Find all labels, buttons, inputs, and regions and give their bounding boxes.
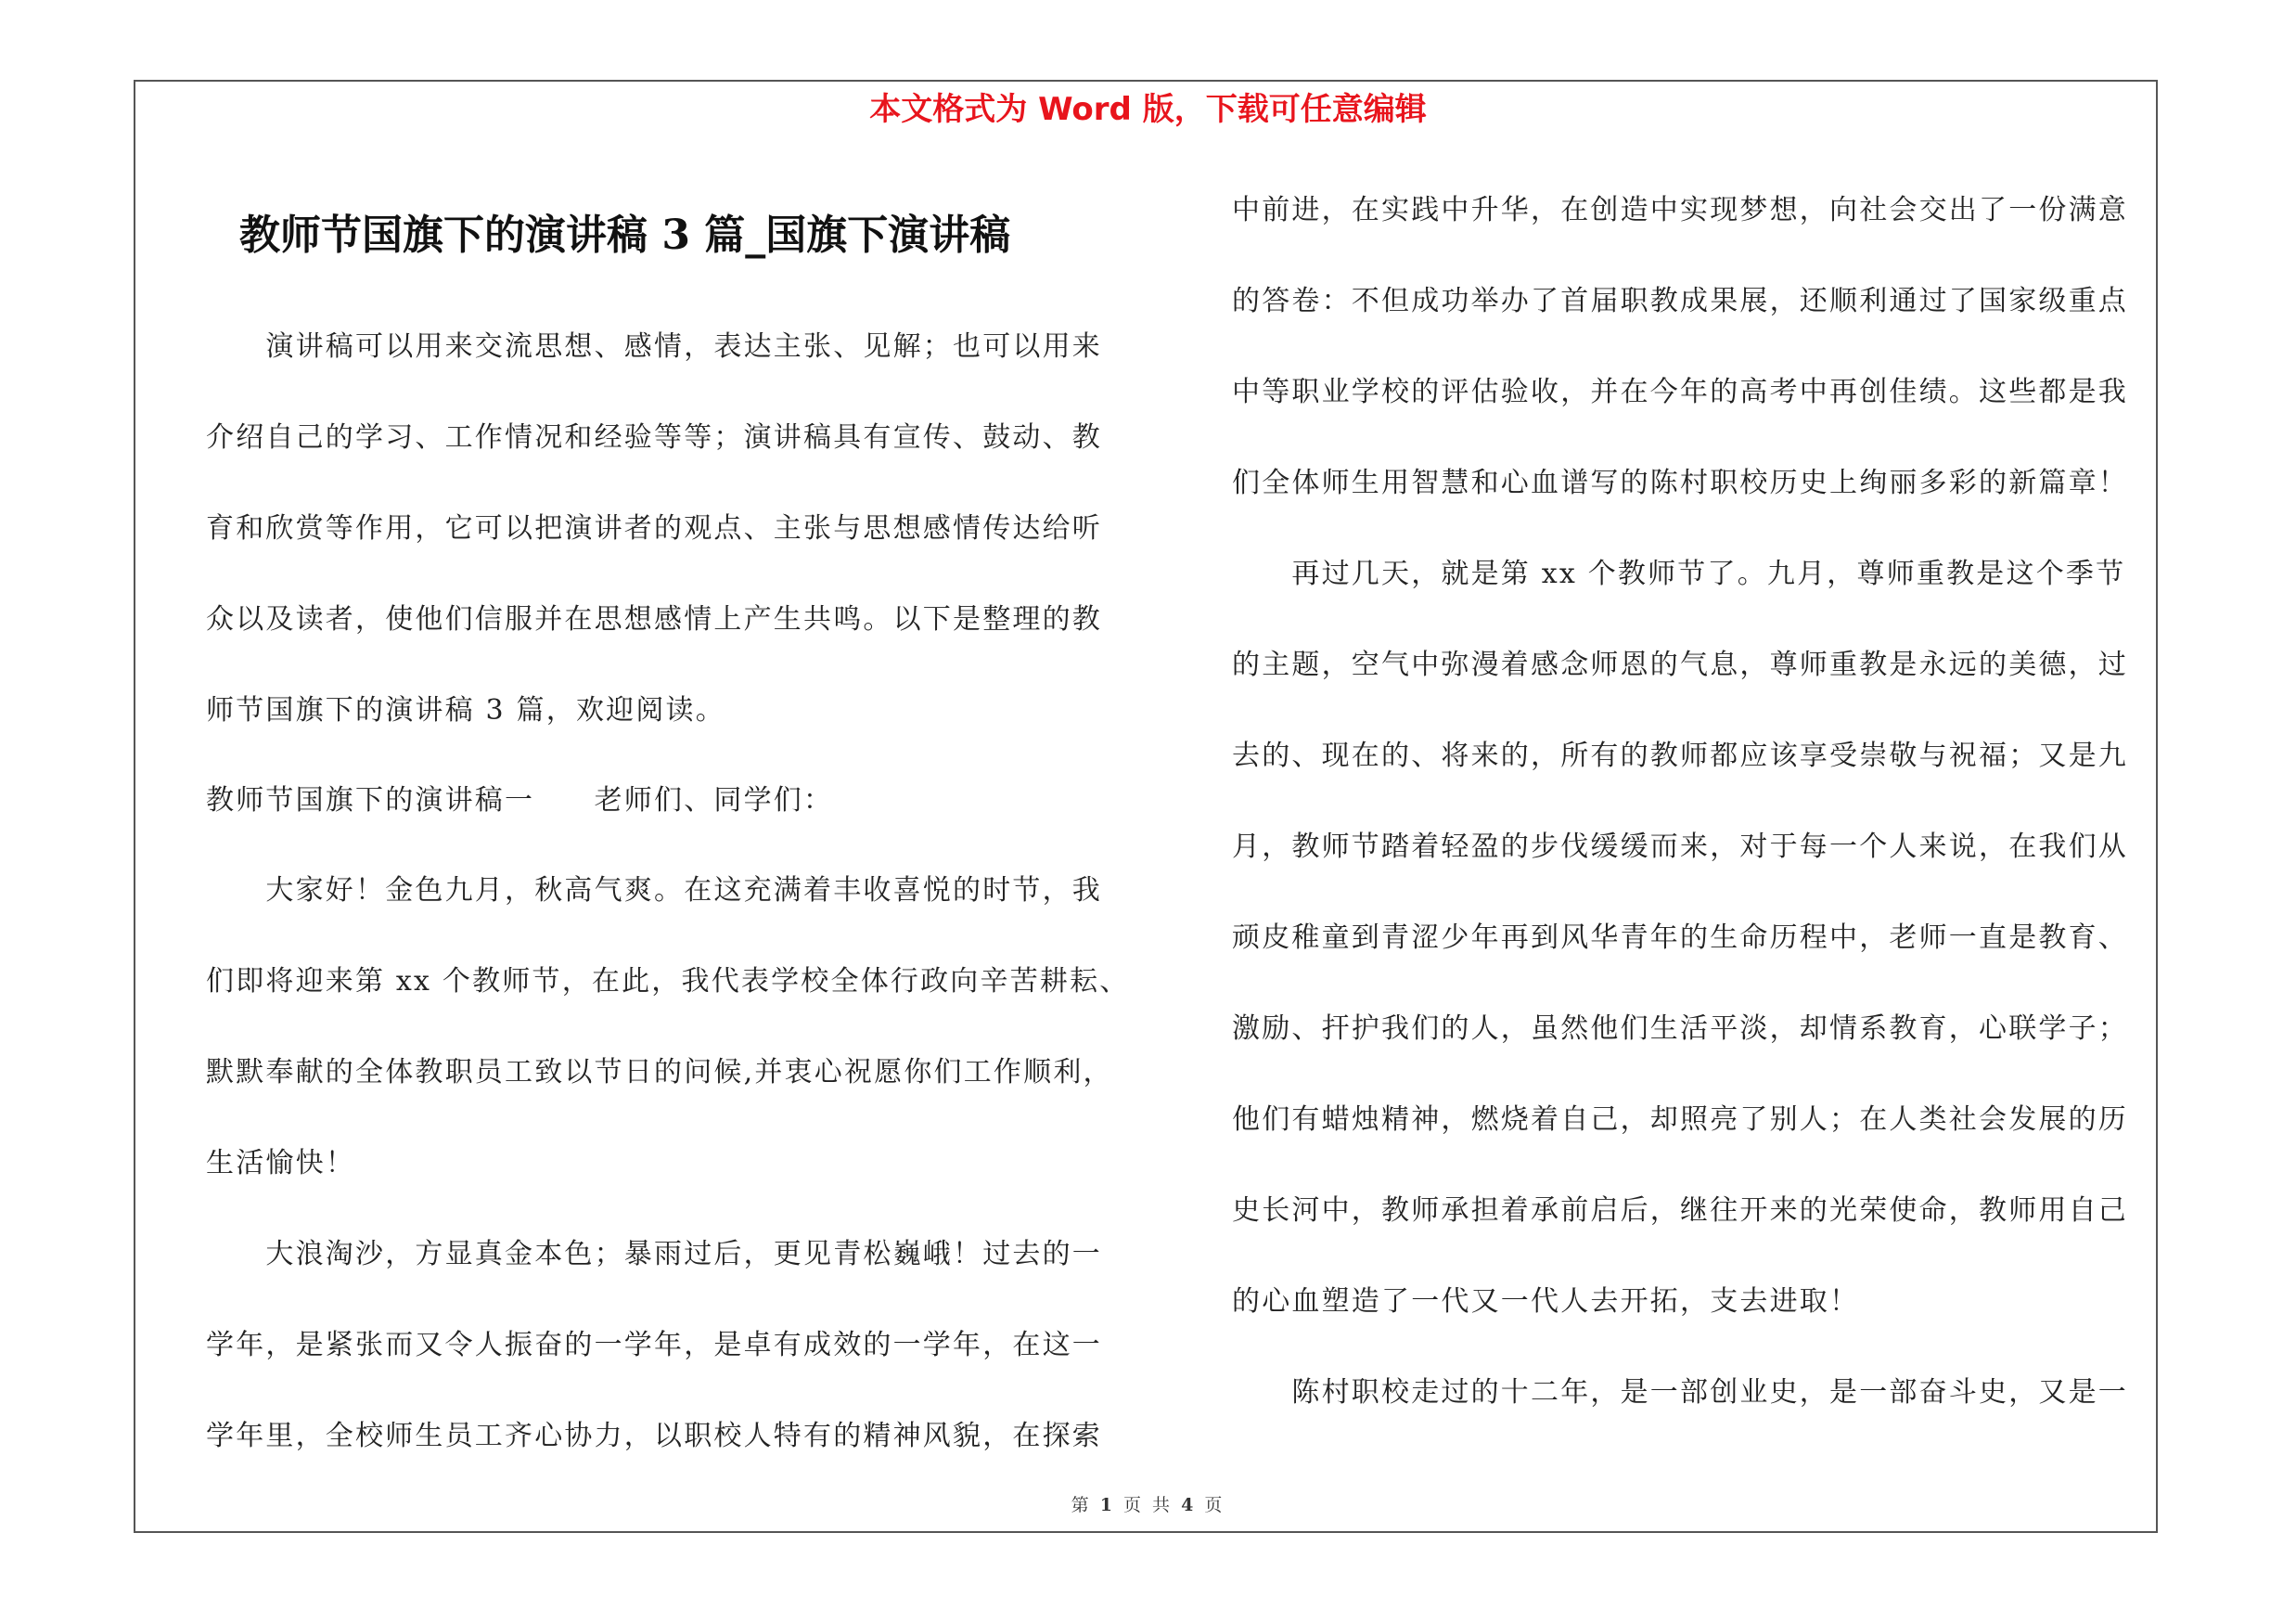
footer-middle: 页 共 <box>1122 1495 1174 1515</box>
text-line: 师节国旗下的演讲稿 3 篇，欢迎阅读。 <box>206 694 725 727</box>
text-line: 学年，是紧张而又令人振奋的一学年，是卓有成效的一学年，在这一 <box>206 1329 1102 1361</box>
document-title: 教师节国旗下的演讲稿 3 篇_国旗下演讲稿 <box>239 212 1011 259</box>
text-line: 演讲稿可以用来交流思想、感情，表达主张、见解；也可以用来 <box>206 330 1102 363</box>
right-column <box>1232 165 2161 1438</box>
text-line: 再过几天，就是第 xx 个教师节了。九月，尊师重教是这个季节 <box>1232 558 2126 590</box>
text-line: 的主题，空气中弥漫着感念师恩的气息，尊师重教是永远的美德，过 <box>1232 649 2128 681</box>
text-line: 月，教师节踏着轻盈的步伐缓缓而来，对于每一个人来说，在我们从 <box>1232 831 2128 863</box>
text-line: 中等职业学校的评估验收，并在今年的高考中再创佳绩。这些都是我 <box>1232 376 2128 408</box>
page-footer <box>0 1492 2296 1518</box>
text-line: 陈村职校走过的十二年，是一部创业史，是一部奋斗史，又是一 <box>1232 1376 2128 1409</box>
total-page-count: 4 <box>1181 1495 1197 1515</box>
text-line: 介绍自己的学习、工作情况和经验等等；演讲稿具有宣传、鼓动、教 <box>206 421 1102 454</box>
footer-prefix: 第 <box>1071 1495 1092 1515</box>
footer-suffix: 页 <box>1204 1495 1225 1515</box>
text-line: 史长河中，教师承担着承前启后，继往开来的光荣使命，教师用自己 <box>1232 1194 2128 1227</box>
text-line: 大浪淘沙，方显真金本色；暴雨过后，更见青松巍峨！过去的一 <box>206 1238 1102 1270</box>
text-line: 的答卷：不但成功举办了首届职教成果展，还顺利通过了国家级重点 <box>1232 285 2128 317</box>
format-banner: 本文格式为 Word 版，下载可任意编辑 <box>869 91 1427 128</box>
text-line: 中前进，在实践中升华，在创造中实现梦想，向社会交出了一份满意 <box>1232 194 2128 226</box>
text-line: 激励、扞护我们的人，虽然他们生活平淡，却情系教育，心联学子； <box>1232 1012 2128 1045</box>
text-line: 学年里，全校师生员工齐心协力，以职校人特有的精神风貌，在探索 <box>206 1420 1102 1452</box>
text-line: 默默奉献的全体教职员工致以节日的问候,并衷心祝愿你们工作顺利， <box>206 1056 1113 1088</box>
text-line: 的心血塑造了一代又一代人去开拓，支去进取！ <box>1232 1285 1860 1318</box>
text-line: 去的、现在的、将来的，所有的教师都应该享受崇敬与祝福；又是九 <box>1232 740 2128 772</box>
text-line: 生活愉快！ <box>206 1147 355 1179</box>
text-line: 他们有蜡烛精神，燃烧着自己，却照亮了别人；在人类社会发展的历 <box>1232 1103 2128 1136</box>
text-line: 们全体师生用智慧和心血谱写的陈村职校历史上绚丽多彩的新篇章！ <box>1232 467 2128 499</box>
text-line: 们即将迎来第 xx 个教师节，在此，我代表学校全体行政向辛苦耕耘、 <box>206 965 1130 998</box>
section-heading: 教师节国旗下的演讲稿一 老师们、同学们： <box>206 784 834 817</box>
text-line: 育和欣赏等作用，它可以把演讲者的观点、主张与思想感情传达给听 <box>206 512 1102 545</box>
text-line: 顽皮稚童到青涩少年再到风华青年的生命历程中，老师一直是教育、 <box>1232 921 2128 954</box>
left-column <box>206 302 1134 1482</box>
text-line: 大家好！金色九月，秋高气爽。在这充满着丰收喜悦的时节，我 <box>206 874 1102 907</box>
text-line: 众以及读者，使他们信服并在思想感情上产生共鸣。以下是整理的教 <box>206 603 1102 636</box>
current-page-number: 1 <box>1099 1495 1115 1515</box>
